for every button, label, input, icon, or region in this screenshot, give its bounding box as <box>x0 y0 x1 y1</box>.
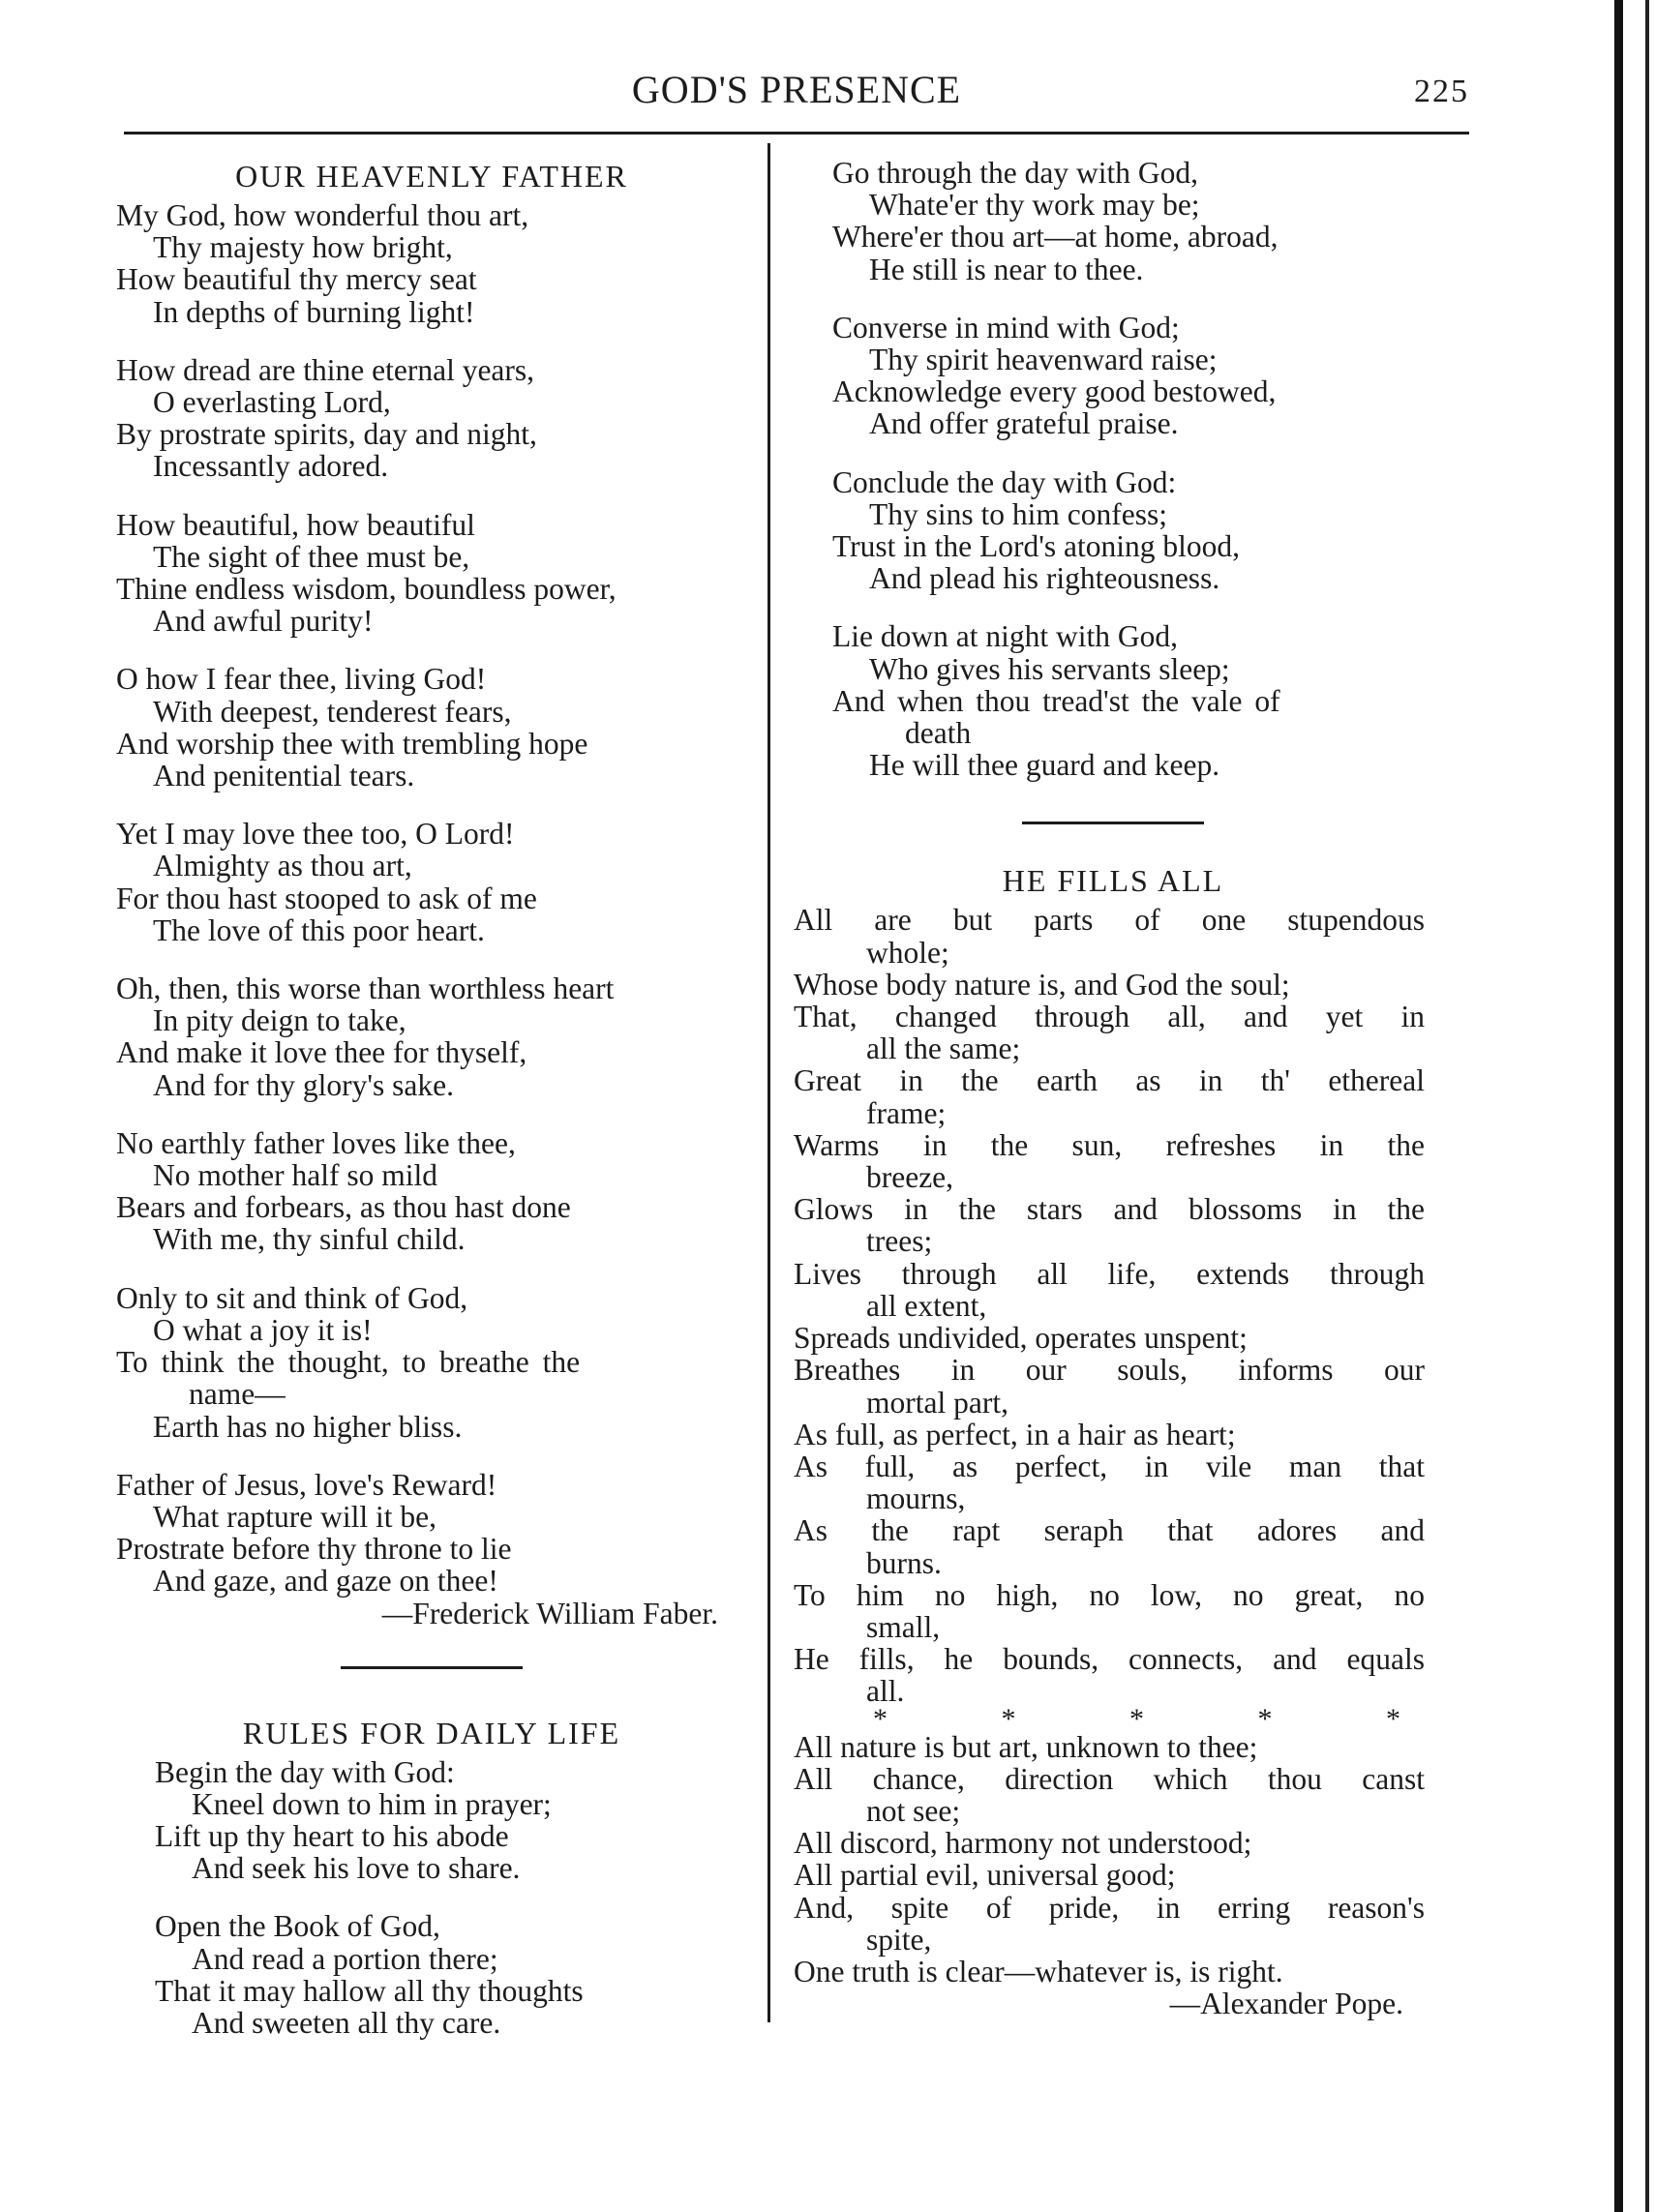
verse-line: And penitential tears. <box>153 759 415 793</box>
verse-line: Yet I may love thee too, O Lord! <box>116 817 515 852</box>
rules-stanzas-right <box>794 143 1432 781</box>
verse-line: O how I fear thee, living God! <box>116 662 487 697</box>
attribution-faber: —Frederick William Faber. <box>381 1596 718 1630</box>
verse-line: And, spite of pride, in erring reason's <box>794 1890 1425 1925</box>
verse-line: All chance, direction which thou canst <box>794 1761 1425 1796</box>
verse-line: My God, how wonderful thou art, <box>116 198 529 232</box>
verse-line: By prostrate spirits, day and night, <box>116 417 537 452</box>
verse-line: And gaze, and gaze on thee! <box>153 1564 498 1599</box>
verse-line: Thy spirit heavenward raise; <box>869 343 1218 377</box>
verse-line: O everlasting Lord, <box>153 385 391 420</box>
verse-line-continuation: spite, <box>866 1922 932 1957</box>
verse-line: That, changed through all, and yet in <box>794 1000 1425 1034</box>
verse-line: One truth is clear—whatever is, is right. <box>794 1954 1283 1988</box>
verse-line-continuation: small, <box>866 1609 941 1644</box>
verse-line: In pity deign to take, <box>153 1003 406 1038</box>
verse-line: And plead his righteousness. <box>869 561 1220 596</box>
header-rule <box>124 132 1469 135</box>
running-head <box>124 66 1469 114</box>
verse-line: Whate'er thy work may be; <box>869 188 1200 223</box>
poem-title-our-heavenly-father: OUR HEAVENLY FATHER <box>235 159 628 194</box>
he-fills-all-lines <box>794 904 1432 1707</box>
verse-line-continuation: trees; <box>866 1224 933 1259</box>
asterisk-break: * * * * * <box>873 1702 1454 1735</box>
left-column <box>116 143 747 2065</box>
stanza <box>116 972 747 1101</box>
verse-line: And read a portion there; <box>192 1941 498 1976</box>
verse-line: In depths of burning light! <box>153 294 475 329</box>
verse-line-continuation: breeze, <box>866 1160 954 1195</box>
verse-line: With deepest, tenderest fears, <box>153 694 512 729</box>
verse-line: Who gives his servants sleep; <box>869 651 1230 686</box>
rules-stanzas-left <box>116 1756 747 2040</box>
verse-line-continuation: whole; <box>866 935 949 970</box>
poem-title-rules-for-daily-life: RULES FOR DAILY LIFE <box>242 1715 621 1750</box>
he-fills-all-lines-2 <box>794 1731 1432 1988</box>
stanza <box>116 663 747 792</box>
verse-line-continuation: mourns, <box>866 1481 966 1516</box>
stanza <box>116 354 747 483</box>
running-title: GOD'S PRESENCE <box>631 68 962 111</box>
column-divider <box>767 143 770 2022</box>
page-edge-line <box>1645 0 1649 2212</box>
verse-line: Oh, then, this worse than worthless heart <box>116 971 615 1006</box>
verse-line: Lie down at night with God, <box>832 619 1178 654</box>
verse-line: Father of Jesus, love's Reward! <box>116 1467 497 1502</box>
stanza <box>116 1469 747 1598</box>
stanza <box>116 818 747 946</box>
verse-line: How beautiful thy mercy seat <box>116 262 477 297</box>
stanza <box>116 1282 747 1443</box>
stanza <box>832 466 1432 595</box>
verse-line: That it may hallow all thy thoughts <box>155 1973 584 2008</box>
verse-line: Where'er thou art—at home, abroad, <box>832 220 1279 254</box>
verse-line: Prostrate before thy throne to lie <box>116 1532 512 1567</box>
stanza <box>116 509 747 638</box>
section-rule <box>1022 822 1204 824</box>
verse-line: Go through the day with God, <box>832 156 1198 190</box>
verse-line: And sweeten all thy care. <box>192 2005 501 2040</box>
stanza <box>116 199 747 328</box>
verse-line: No earthly father loves like thee, <box>116 1125 516 1160</box>
verse-line: Trust in the Lord's atoning blood, <box>832 529 1241 564</box>
verse-line: O what a joy it is! <box>153 1312 373 1347</box>
verse-line: And awful purity! <box>153 604 374 639</box>
verse-line: And when thou tread'st the vale of <box>832 683 1280 718</box>
verse-line: All are but parts of one stupendous <box>794 903 1425 938</box>
verse-line: Whose body nature is, and God the soul; <box>794 967 1290 1001</box>
attribution-pope: —Alexander Pope. <box>1169 1987 1403 2021</box>
verse-line: Only to sit and think of God, <box>116 1280 468 1315</box>
verse-line: Warms in the sun, refreshes in the <box>794 1127 1425 1162</box>
verse-line-continuation: frame; <box>866 1095 947 1130</box>
verse-line-continuation: death <box>905 716 972 751</box>
verse-line: All nature is but art, unknown to thee; <box>794 1729 1258 1764</box>
verse-line-continuation: all the same; <box>866 1031 1021 1066</box>
page-number: 225 <box>1414 74 1469 109</box>
stanza <box>155 1910 747 2039</box>
verse-line: No mother half so mild <box>153 1158 437 1193</box>
verse-line: What rapture will it be, <box>153 1499 437 1534</box>
verse-line: Thy majesty how bright, <box>153 230 453 265</box>
verse-line: And worship thee with trembling hope <box>116 726 588 761</box>
verse-line: Breathes in our souls, informs our <box>794 1353 1425 1388</box>
section-rule <box>341 1666 523 1669</box>
stanza <box>832 620 1432 781</box>
verse-line: Converse in mind with God; <box>832 310 1180 344</box>
verse-line: All partial evil, universal good; <box>794 1858 1176 1893</box>
verse-line-continuation: all extent, <box>866 1288 987 1323</box>
verse-line: Begin the day with God: <box>155 1754 455 1789</box>
verse-line: Incessantly adored. <box>153 449 389 484</box>
verse-line-continuation: mortal part, <box>866 1385 1008 1420</box>
verse-line: Lives through all life, extends through <box>794 1256 1425 1291</box>
verse-line: He will thee guard and keep. <box>869 748 1220 783</box>
verse-line-continuation: name— <box>189 1377 286 1412</box>
verse-line: And offer grateful praise. <box>869 406 1179 441</box>
verse-line: Glows in the stars and blossoms in the <box>794 1192 1425 1227</box>
verse-line: He fills, he bounds, connects, and equals <box>794 1642 1425 1677</box>
verse-line: Thine endless wisdom, boundless power, <box>116 572 617 607</box>
poem-title-he-fills-all: HE FILLS ALL <box>1002 863 1224 899</box>
verse-line: As the rapt seraph that adores and <box>794 1513 1425 1548</box>
verse-line: The sight of thee must be, <box>153 539 470 574</box>
verse-line: Open the Book of God, <box>155 1909 440 1944</box>
verse-line: The love of this poor heart. <box>153 912 485 947</box>
stanza <box>155 1756 747 1885</box>
verse-line: And for thy glory's sake. <box>153 1067 455 1102</box>
stanza <box>116 1127 747 1256</box>
verse-line-continuation: not see; <box>866 1793 961 1828</box>
stanza <box>832 312 1432 440</box>
verse-line: Thy sins to him confess; <box>869 496 1167 531</box>
verse-line: As full, as perfect, in a hair as heart; <box>794 1417 1236 1451</box>
verse-line: Spreads undivided, operates unspent; <box>794 1321 1248 1356</box>
verse-line: Lift up thy heart to his abode <box>155 1818 509 1853</box>
verse-line: For thou hast stooped to ask of me <box>116 881 537 915</box>
verse-line: And make it love thee for thyself, <box>116 1035 527 1070</box>
verse-line: Acknowledge every good bestowed, <box>832 374 1277 409</box>
verse-line: As full, as perfect, in vile man that <box>794 1449 1425 1483</box>
verse-line: How dread are thine eternal years, <box>116 352 535 387</box>
verse-line: And seek his love to share. <box>192 1851 521 1886</box>
verse-line: Kneel down to him in prayer; <box>192 1786 552 1821</box>
verse-line: All discord, harmony not understood; <box>794 1826 1252 1861</box>
verse-line-continuation: burns. <box>866 1545 942 1580</box>
verse-line: He still is near to thee. <box>869 252 1144 286</box>
stanza <box>832 157 1432 285</box>
verse-line: How beautiful, how beautiful <box>116 507 475 542</box>
verse-line: With me, thy sinful child. <box>153 1222 466 1257</box>
verse-line: Bears and forbears, as thou hast done <box>116 1190 571 1225</box>
verse-line: To him no high, no low, no great, no <box>794 1577 1425 1612</box>
verse-line: Earth has no higher bliss. <box>153 1409 463 1444</box>
verse-line-continuation: all. <box>866 1674 905 1709</box>
verse-line: Conclude the day with God: <box>832 464 1177 499</box>
page-edge-shadow <box>1614 0 1623 2212</box>
verse-line: Great in the earth as in th' ethereal <box>794 1063 1425 1098</box>
verse-line: To think the thought, to breathe the <box>116 1345 581 1380</box>
right-column <box>794 143 1454 2021</box>
verse-line: Almighty as thou art, <box>153 849 412 883</box>
